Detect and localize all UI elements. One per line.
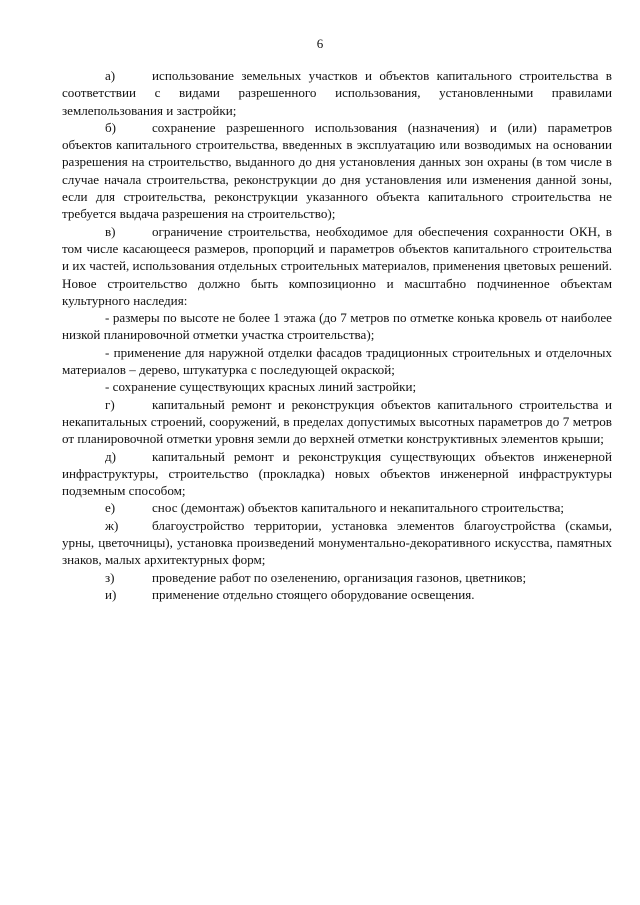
list-item-g [62, 396, 612, 448]
list-item-a [62, 67, 612, 119]
sub-item-red-lines: - сохранение существующих красных линий застройки; [105, 379, 417, 395]
list-item-e [62, 499, 612, 516]
list-item-text: снос (демонтаж) объектов капитального и некапитального строительства; [152, 500, 565, 516]
list-marker: з) [105, 569, 115, 585]
list-marker: в) [105, 223, 116, 239]
sub-item-height-limit: - размеры по высоте не более 1 этажа (до 7 метров по отметке конька кровель от наиболее низкой планировочной отметки участка строительства); [62, 310, 612, 343]
list-marker: д) [105, 448, 117, 464]
list-item-text: использование земельных участков и объектов капитального строительства в соответствии с видами разрешенного использования, установленными правилами землепользования и застройки; [62, 68, 612, 118]
list-marker: а) [105, 68, 116, 83]
list-marker: е) [105, 500, 116, 516]
list-item-text: капитальный ремонт и реконструкция существующих объектов инженерной инфраструктуры, строительство (прокладка) новых объектов инженерной инфраструктуры подземным способом; [62, 448, 612, 499]
list-item-b [62, 119, 612, 223]
list-marker: г) [105, 396, 115, 412]
list-marker: и) [105, 586, 117, 602]
list-item-text: проведение работ по озеленению, организация газонов, цветников; [152, 569, 527, 585]
list-item-text: капитальный ремонт и реконструкция объектов капитального строительства и некапитальных строений, сооружений, в пределах допустимых высотных параметров до 7 метров от планировочной отметки уровня земли до верхней отметки конструктивных элементов крыши; [62, 396, 612, 447]
list-item-text: благоустройство территории, установка элементов благоустройства (скамьи, урны, цветочницы), установка произведений монументально-декоративного искусства, памятных знаков, малых архитектурных форм; [62, 517, 612, 568]
document-body [62, 67, 612, 603]
list-item-text: сохранение разрешенного использования (назначения) и (или) параметров объектов капитального строительства, введенных в эксплуатацию или возводимых на основании разрешения на строительство, выданного до дня установления данных зон охраны (в том числе в случае начала строительства, реконструкции до дня установления или изменения данной зоны, если для строительства, реконструкции указанного объекта капитального строительства не требуется выдача разрешения на строительство); [62, 119, 612, 222]
list-item-zh [62, 517, 612, 569]
page-number: 6 [316, 36, 324, 51]
list-marker: б) [105, 119, 117, 135]
sub-item-facade-materials: - применение для наружной отделки фасадов традиционных строительных и отделочных материалов – дерево, штукатурка с последующей окраской; [62, 344, 612, 378]
list-item-text: ограничение строительства, необходимое для обеспечения сохранности ОКН, в том числе касающееся размеров, пропорций и параметров объектов капитального строительства и их частей, использования отдельных строительных материалов, применения цветовых решений. Новое строительство должно быть композиционно и масштабно подчиненное объектам культурного наследия: [62, 223, 612, 308]
list-marker: ж) [105, 517, 119, 533]
list-item-z [62, 569, 612, 586]
list-item-i [62, 586, 612, 603]
list-item-d [62, 448, 612, 500]
list-item-v [62, 223, 612, 309]
list-item-text: применение отдельно стоящего оборудование освещения. [152, 586, 475, 602]
